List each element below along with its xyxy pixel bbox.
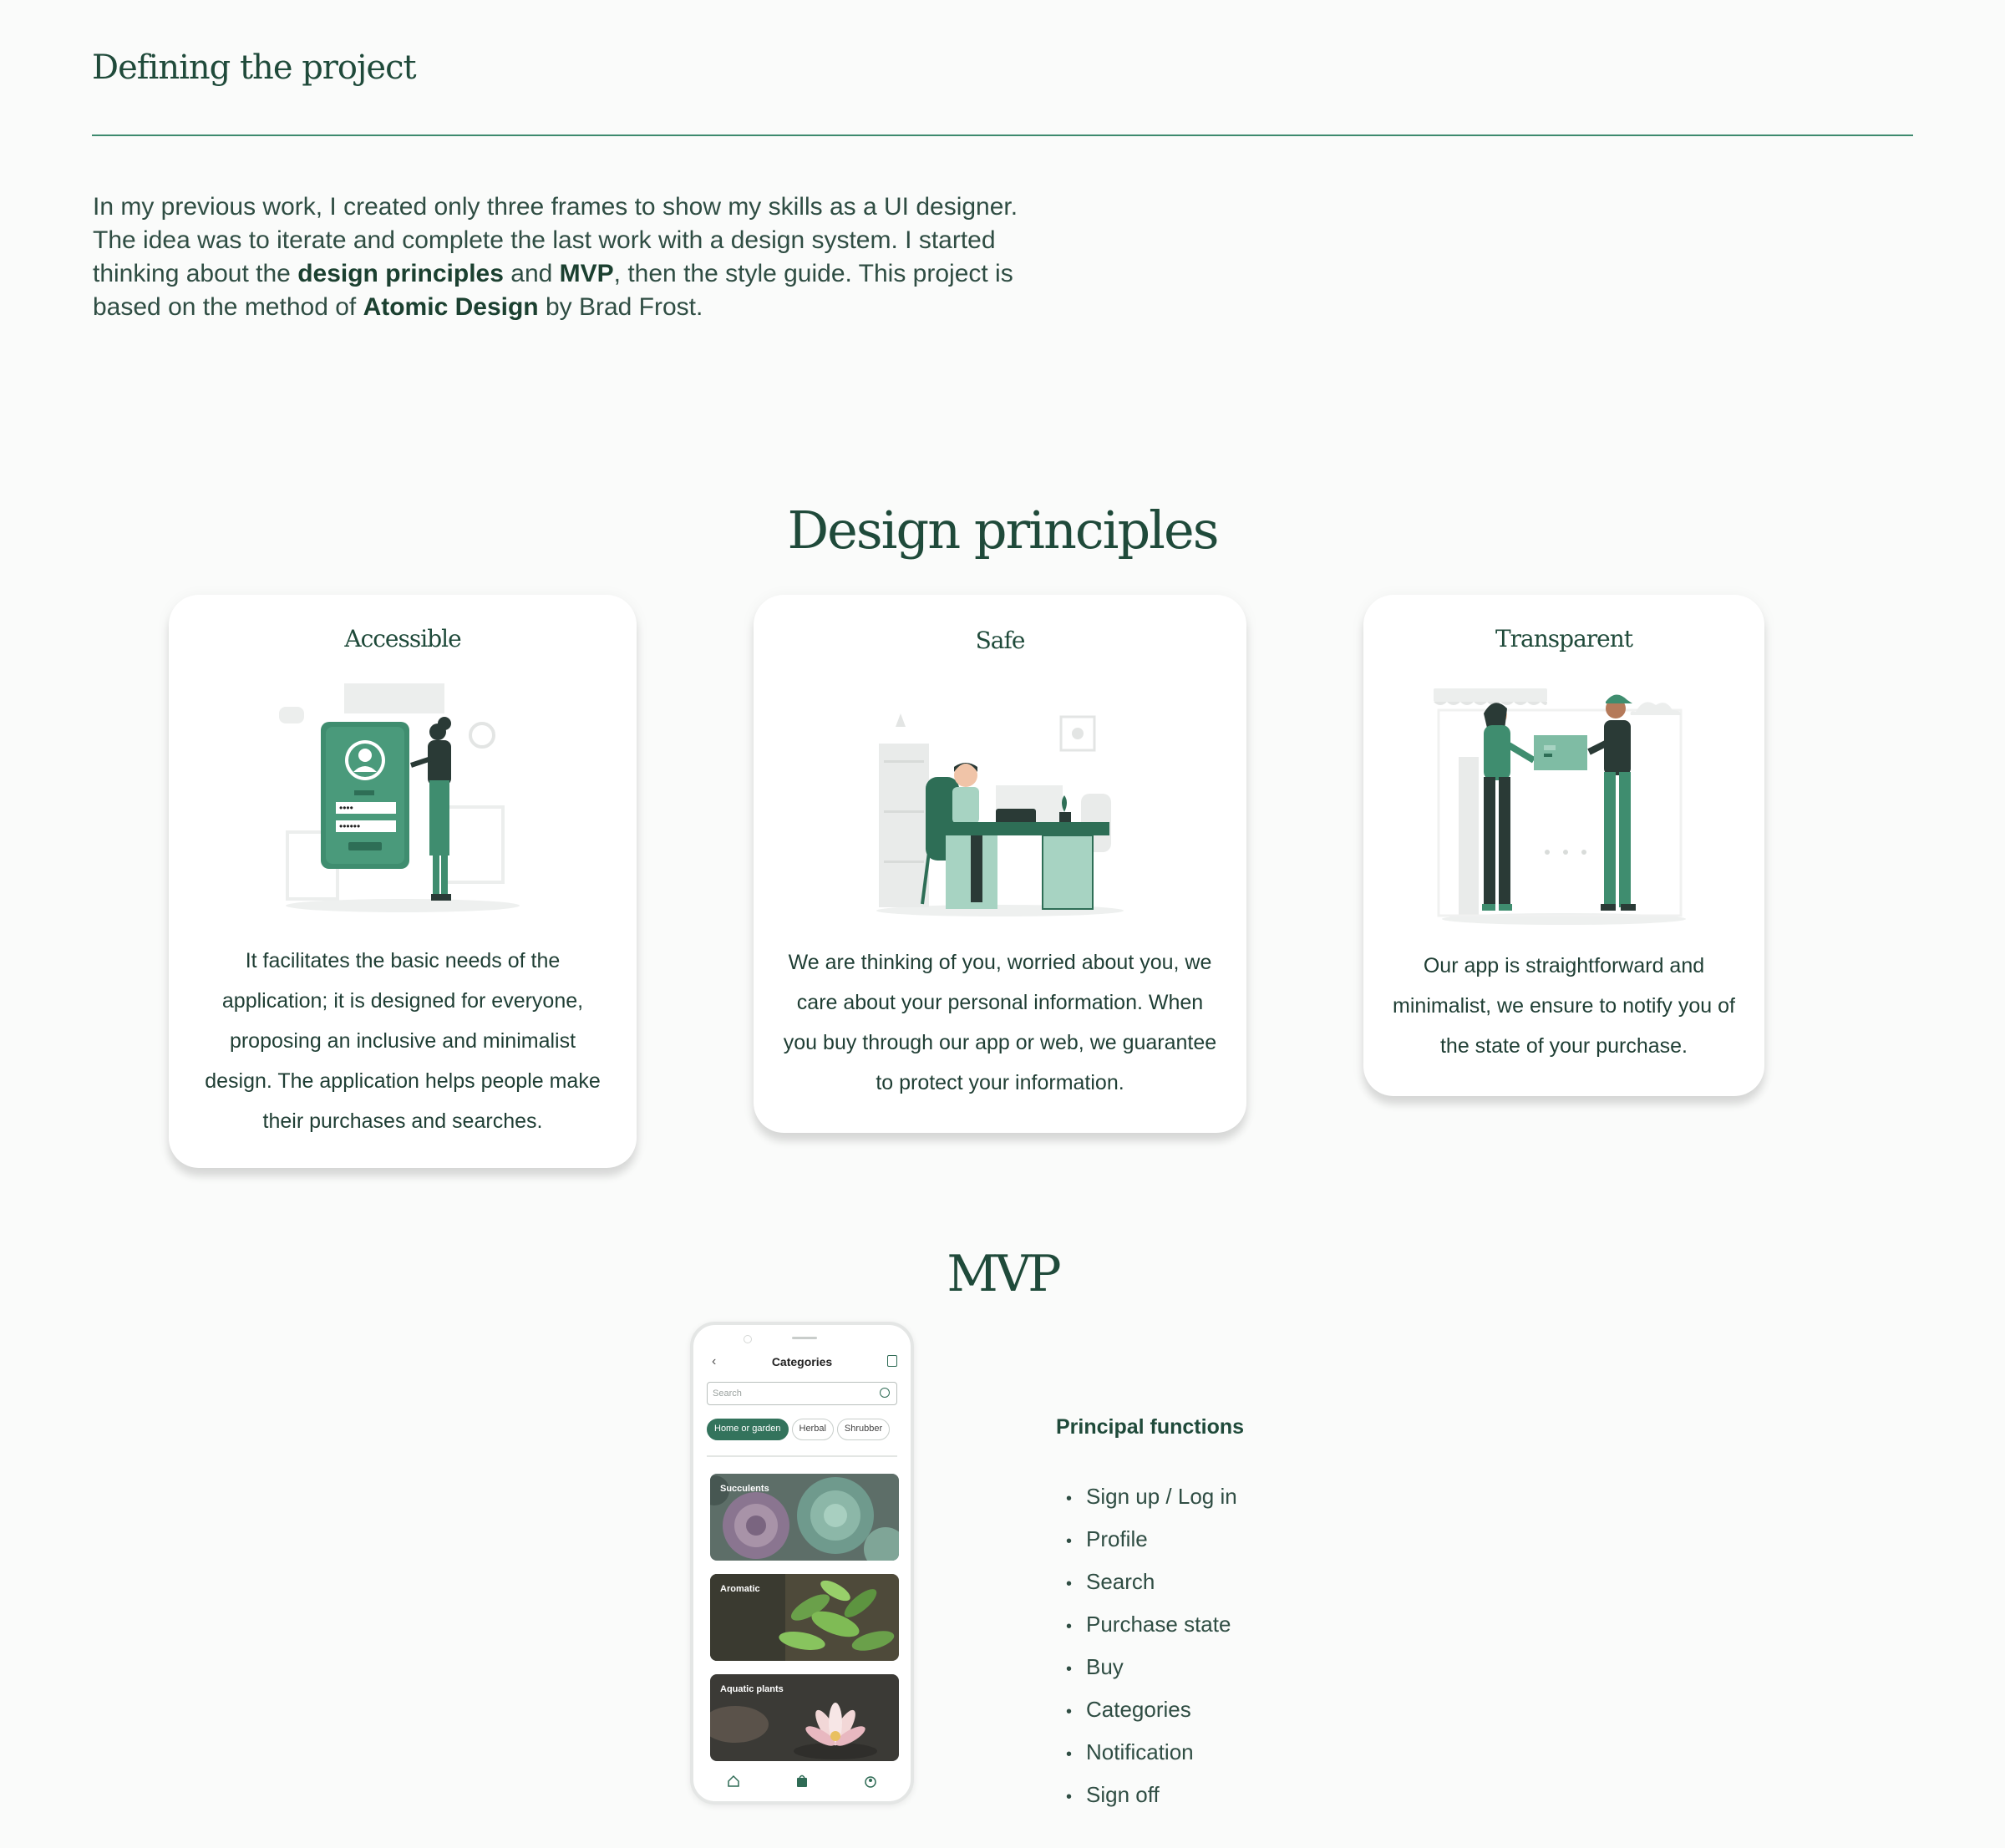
shopping-bag-icon[interactable] (887, 1355, 897, 1367)
svg-text:••••: •••• (339, 802, 353, 814)
card-description: Our app is straightforward and minimalist, we ensure to notify you of the state of your purchase. (1393, 954, 1735, 1058)
divider (92, 135, 1913, 136)
category-chips (707, 1419, 893, 1440)
list-item: • Sign off (1066, 1774, 1237, 1817)
list-item: • Sign up / Log in (1066, 1476, 1237, 1519)
principle-card-safe (754, 595, 1246, 1133)
accessible-illustration (277, 682, 528, 916)
functions-list (1066, 1476, 1237, 1817)
search-input[interactable] (707, 1382, 897, 1405)
list-item: • Notification (1066, 1732, 1237, 1774)
card-title: Accessible (344, 625, 461, 652)
search-placeholder: Search (713, 1389, 742, 1399)
chip-shrubber[interactable]: Shrubber (837, 1419, 890, 1440)
card-description: We are thinking of you, worried about you, we care about your personal information. When you buy through our app or web, we guarantee to protect your information. (783, 951, 1217, 1094)
principal-functions-title: Principal functions (1056, 1415, 1245, 1439)
category-label: Succulents (720, 1484, 769, 1494)
home-icon[interactable] (728, 1776, 739, 1786)
category-card-aquatic-plants[interactable] (710, 1674, 899, 1761)
mvp-title: MVP (947, 1245, 1058, 1303)
safe-illustration (871, 685, 1129, 919)
list-item: • Profile (1066, 1519, 1237, 1561)
category-card-aromatic[interactable] (710, 1574, 899, 1661)
back-chevron-icon[interactable]: ‹ (712, 1354, 717, 1368)
category-label: Aromatic (720, 1584, 760, 1594)
chip-herbal[interactable]: Herbal (792, 1419, 834, 1440)
card-description: It facilitates the basic needs of the application; it is designed for everyone, proposing an inclusive and minimalist design. The application helps people make their purchases and searches. (205, 949, 601, 1133)
principle-card-transparent (1363, 595, 1764, 1096)
card-title: Transparent (1495, 625, 1632, 652)
transparent-illustration (1430, 685, 1698, 927)
list-item: • Buy (1066, 1647, 1237, 1689)
camera-icon (744, 1335, 752, 1343)
speaker-notch (792, 1337, 817, 1339)
page-title: Defining the project (92, 48, 416, 87)
category-card-succulents[interactable] (710, 1474, 899, 1561)
chip-home-or-garden[interactable]: Home or garden (707, 1419, 789, 1440)
category-label: Aquatic plants (720, 1684, 784, 1694)
list-item: • Categories (1066, 1689, 1237, 1732)
svg-text:••••••: •••••• (339, 820, 361, 832)
list-item: • Search (1066, 1561, 1237, 1604)
profile-icon[interactable] (865, 1777, 876, 1787)
card-title: Safe (975, 627, 1025, 654)
phone-screen-title: Categories (771, 1355, 833, 1368)
principle-card-accessible (169, 595, 637, 1168)
bottom-nav (693, 1773, 911, 1790)
design-principles-title: Design principles (787, 500, 1218, 561)
intro-paragraph: In my previous work, I created only three frames to show my skills as a UI designer. The idea was to iterate and complete the last work with a design system. I started thinking about the design principles and MVP, then the style guide. This project is based on the method of Atomic Design by Brad Frost. (93, 193, 1018, 321)
search-icon[interactable] (880, 1388, 890, 1398)
divider (707, 1455, 897, 1457)
phone-mockup (690, 1322, 914, 1805)
list-item: • Purchase state (1066, 1604, 1237, 1647)
shopping-bag-nav-icon[interactable] (797, 1776, 807, 1788)
